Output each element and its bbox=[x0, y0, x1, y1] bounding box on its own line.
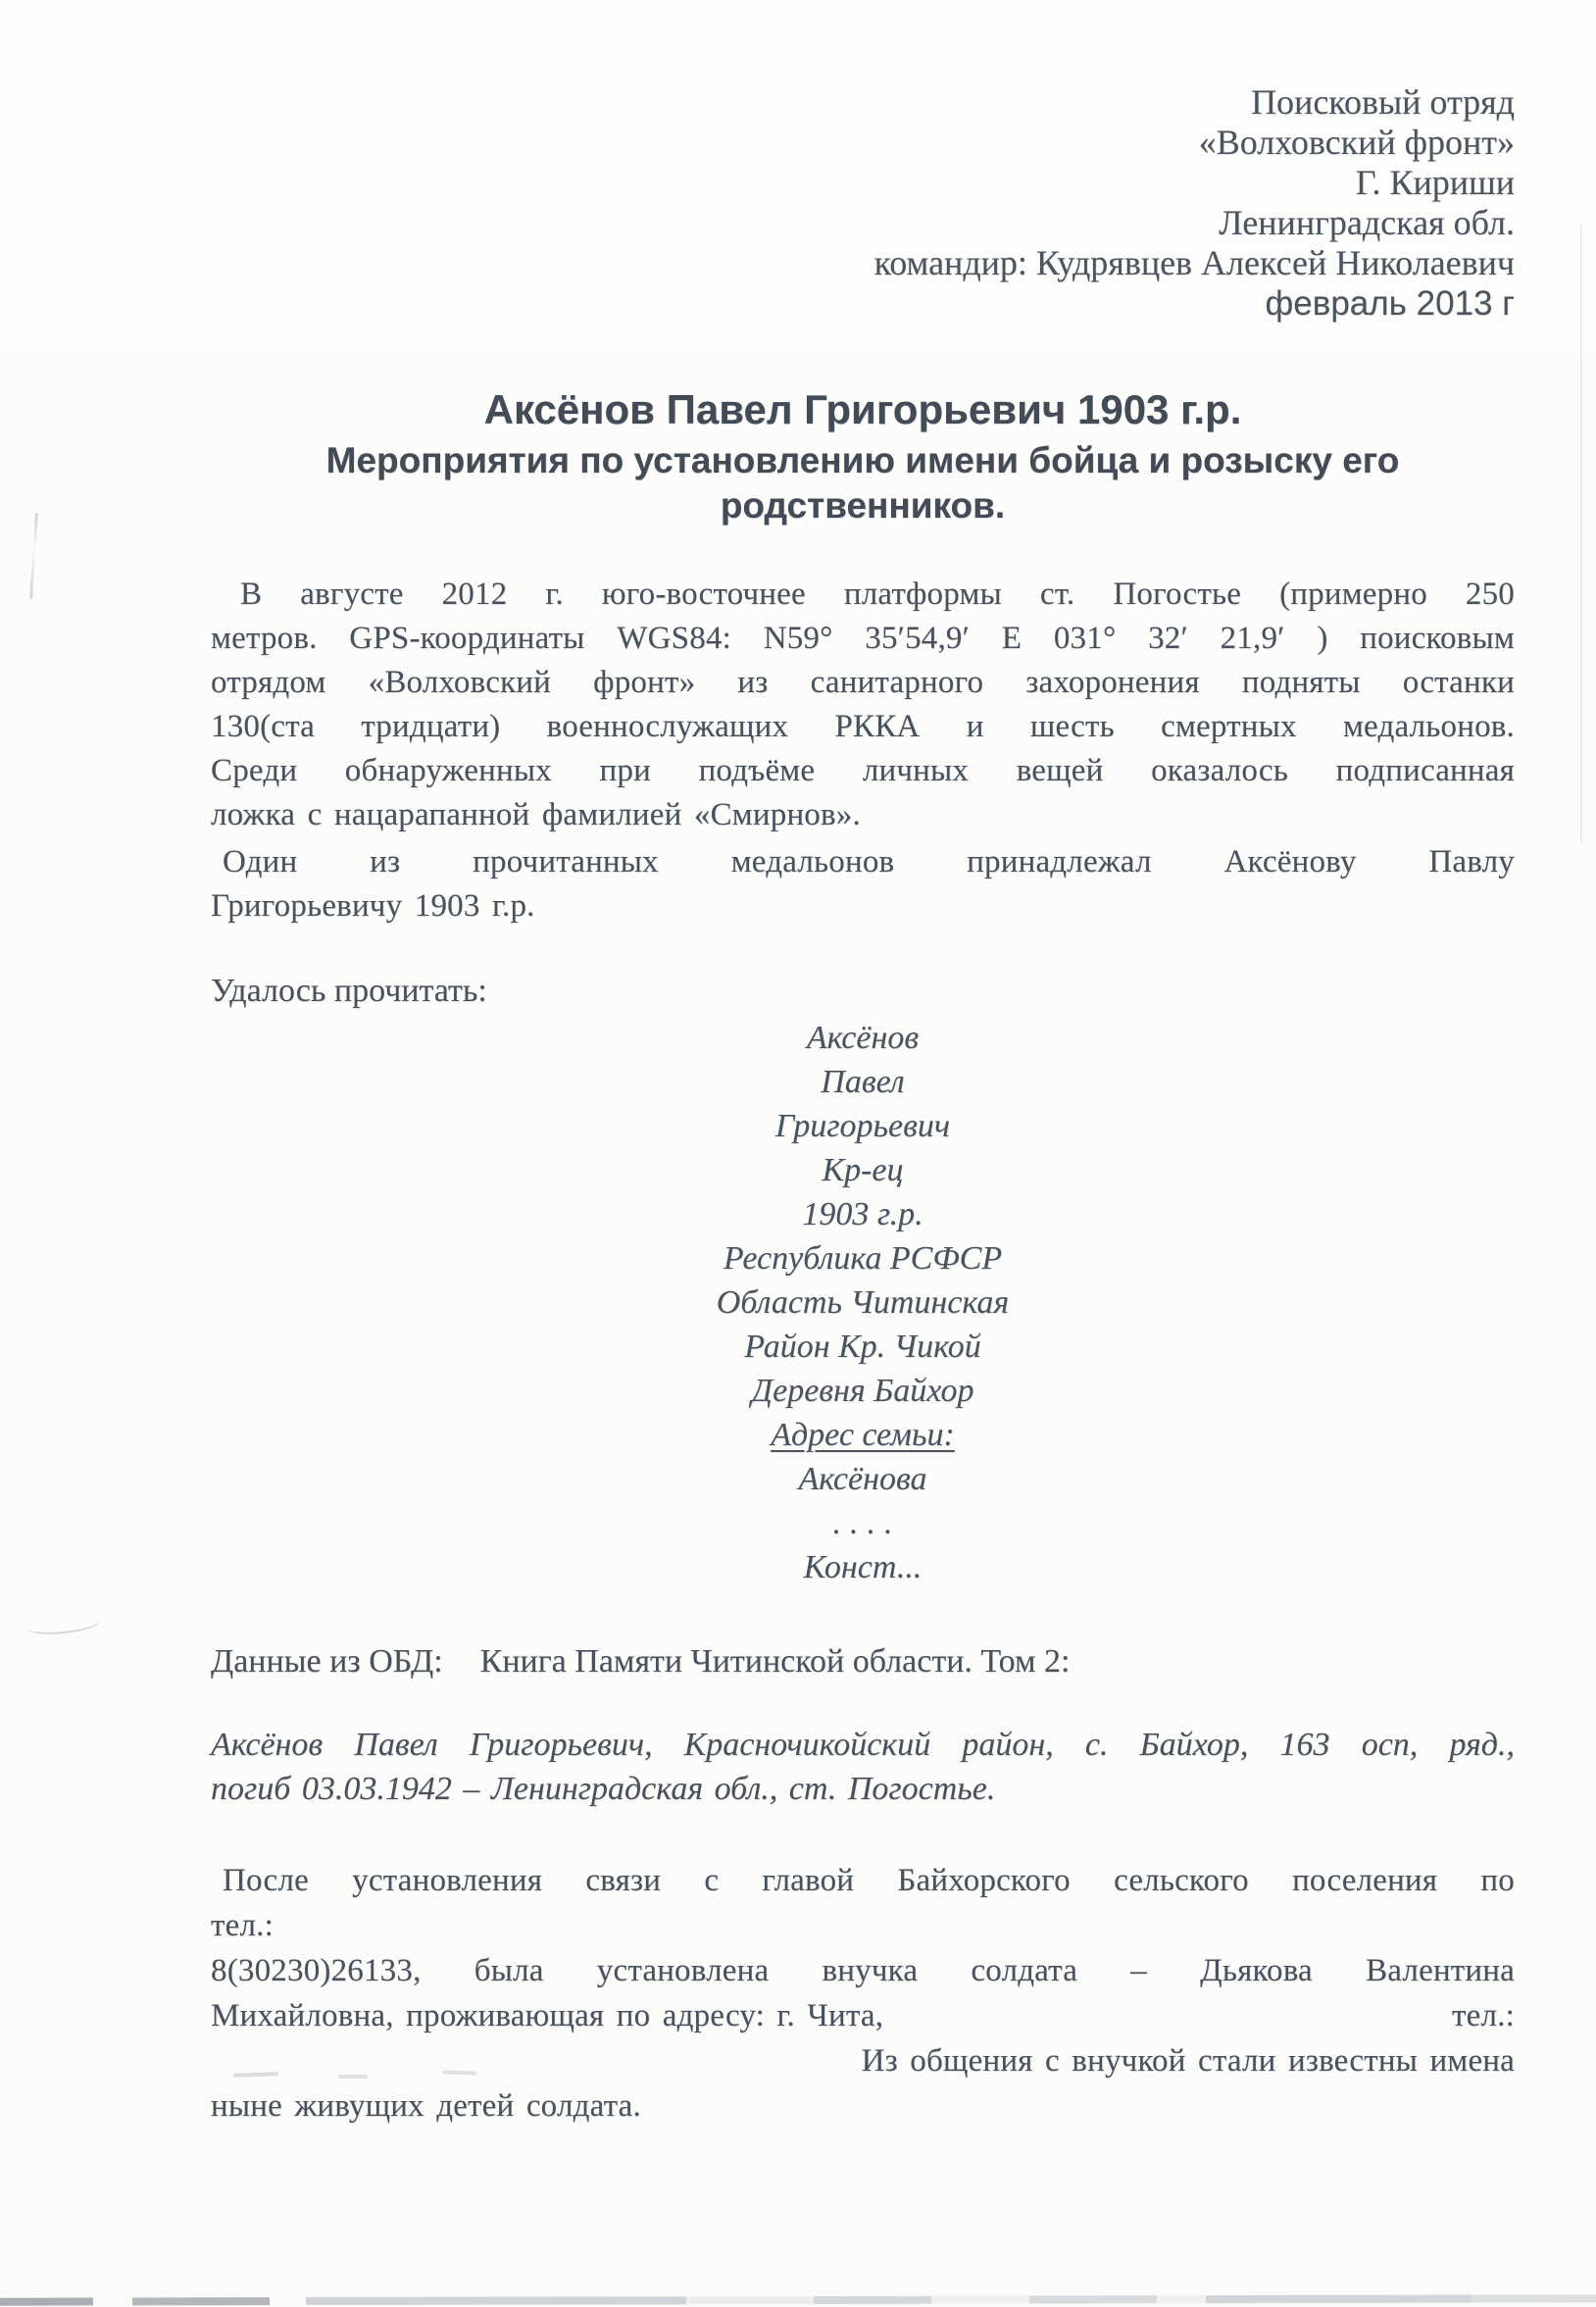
body-line: Среди обнаруженных при подъёме личных вещей оказалось подписанная bbox=[211, 753, 1515, 788]
closing-line-address bbox=[211, 1993, 1515, 2038]
illegible-dots: .... bbox=[832, 1505, 902, 1541]
family-address-label: Адрес семьи: bbox=[771, 1417, 955, 1453]
family-surname: Аксёнова bbox=[798, 1461, 927, 1497]
medallion-rank: Кр-ец bbox=[822, 1152, 904, 1188]
medallion-district: Район Кр. Чикой bbox=[744, 1329, 981, 1365]
closing-line-phone-number: 8(30230)26133, была установлена внучка солдата – Дьякова Валентина bbox=[211, 1953, 1515, 1988]
header-line-unit-name: «Волховский фронт» bbox=[1198, 123, 1515, 162]
medallion-republic: Республика РСФСР bbox=[723, 1240, 1003, 1277]
header-line-unit: Поисковый отряд bbox=[1251, 82, 1515, 122]
medallion-patronymic: Григорьевич bbox=[774, 1108, 951, 1144]
body-line: отрядом «Волховский фронт» из санитарного захоронения подняты останки bbox=[211, 665, 1515, 700]
body-line: Григорьевичу 1903 г.р. bbox=[211, 888, 535, 924]
scan-edge-artifact bbox=[0, 2294, 1596, 2305]
closing-line: После установления связи с главой Байхорского сельского поселения по bbox=[223, 1863, 1515, 1898]
body-line-gps: метров. GPS-координаты WGS84: N59° 35′54,9′ E 031° 32′ 21,9′ ) поисковым bbox=[211, 621, 1515, 656]
medallion-transcript bbox=[211, 1016, 1515, 1589]
body-line: 130(ста тридцати) военнослужащих РККА и шесть смертных медальонов. bbox=[211, 709, 1515, 744]
paragraph-medallion-owner bbox=[211, 840, 1515, 928]
medallion-firstname: Павел bbox=[821, 1064, 905, 1100]
phone-label: тел.: bbox=[1452, 1998, 1515, 2033]
document-title: Аксёнов Павел Григорьевич 1903 г.р. bbox=[483, 386, 1242, 432]
closing-line: ныне живущих детей солдата. bbox=[211, 2088, 641, 2124]
read-label: Удалось прочитать: bbox=[211, 973, 487, 1009]
family-name-partial: Конст... bbox=[803, 1549, 923, 1585]
scan-artifact bbox=[26, 1612, 100, 1637]
closing-line: Из общения с внучкой стали известны имена bbox=[861, 2043, 1515, 2079]
obd-heading bbox=[211, 1639, 1515, 1683]
closing-paragraph bbox=[211, 1858, 1515, 2129]
phone-label: тел.: bbox=[211, 1908, 274, 1943]
medallion-birthyear: 1903 г.р. bbox=[802, 1196, 923, 1232]
subtitle-line-1: Мероприятия по установлению имени бойца и розыску его bbox=[325, 440, 1400, 480]
obd-record bbox=[211, 1723, 1515, 1811]
obd-heading-label: Данные из ОБД: bbox=[211, 1643, 443, 1680]
header-line-region: Ленинградская обл. bbox=[1219, 203, 1515, 242]
medallion-surname: Аксёнов bbox=[806, 1020, 920, 1056]
header-line-commander: командир: Кудрявцев Алексей Николаевич bbox=[873, 243, 1515, 282]
closing-address-left: Михайловна, проживающая по адресу: г. Чита, bbox=[211, 1998, 884, 2033]
document-subtitle bbox=[211, 438, 1515, 528]
obd-record-line: погиб 03.03.1942 – Ленинградская обл., ст. Погостье. bbox=[211, 1771, 996, 1807]
scan-artifact bbox=[29, 513, 38, 599]
subtitle-line-2: родственников. bbox=[720, 485, 1006, 526]
document-header bbox=[211, 82, 1515, 324]
obd-record-line: Аксёнов Павел Григорьевич, Красночикойский район, с. Байхор, 163 осп, ряд., bbox=[211, 1727, 1515, 1763]
medallion-village: Деревня Байхор bbox=[751, 1373, 974, 1409]
header-line-date: февраль 2013 г bbox=[1265, 284, 1515, 323]
header-line-city: Г. Кириши bbox=[1355, 163, 1515, 202]
paragraph-discovery bbox=[211, 573, 1515, 837]
body-line: Один из прочитанных медальонов принадлежал Аксёнову Павлу bbox=[223, 844, 1515, 879]
body-line: ложка с нацарапанной фамилией «Смирнов». bbox=[211, 797, 861, 832]
scan-streak bbox=[1580, 226, 1582, 843]
medallion-oblast: Область Читинская bbox=[716, 1284, 1010, 1321]
obd-heading-source: Книга Памяти Читинской области. Том 2: bbox=[479, 1643, 1071, 1680]
body-line: В августе 2012 г. юго-восточнее платформы ст. Погостье (примерно 250 bbox=[240, 577, 1515, 612]
